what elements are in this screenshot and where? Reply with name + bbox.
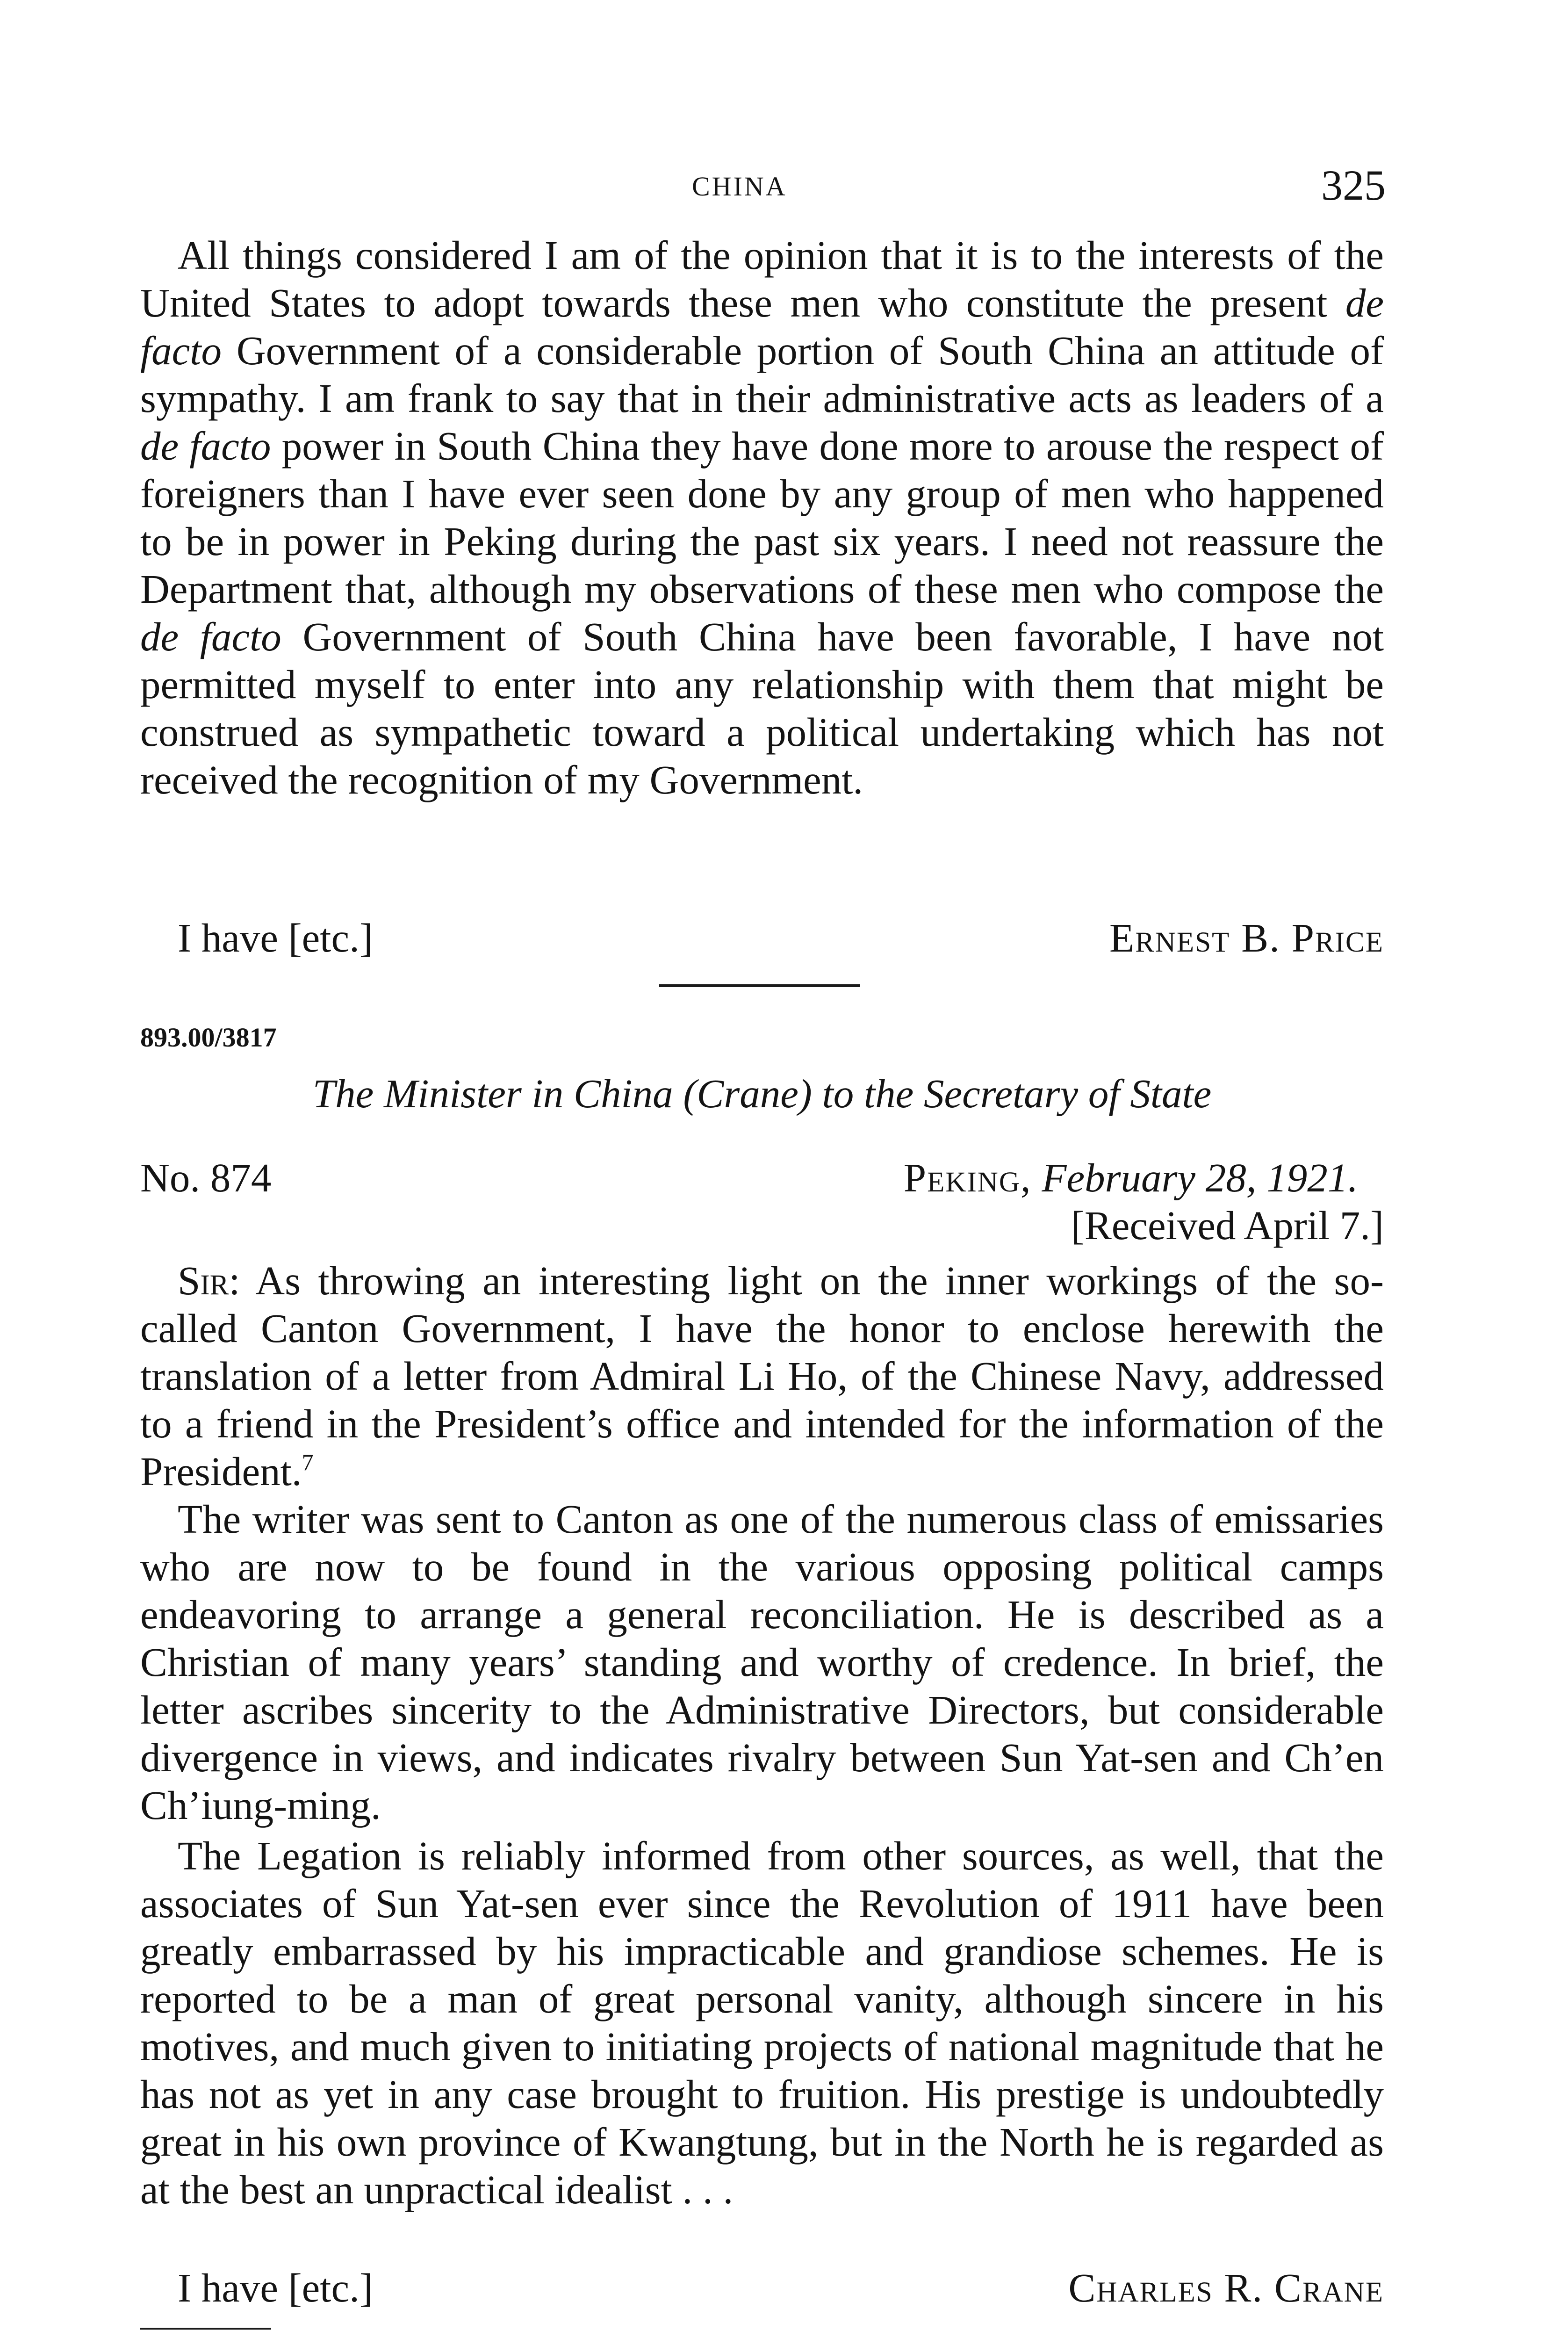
letter-one-text-3: power in South China they have done more to arouse the respect of foreigners than I have ever seen done by any group of men who happened to be in power in Peking during the past six years. I need not reassure the Department that, although my observations of these men who compose the xyxy=(140,423,1384,612)
letter-one-italic-1: de facto xyxy=(140,280,1384,373)
dateline xyxy=(904,1154,1358,1201)
file-number: 893.00/3817 xyxy=(140,1022,277,1053)
dispatch-closing-row xyxy=(140,2264,1384,2316)
received-date: [Received April 7.] xyxy=(1071,1203,1384,1248)
footnote-rule xyxy=(140,2328,271,2330)
letter-one-text-2: Government of a considerable portion of South China an attitude of sympathy. I am frank to say that in their administrative acts as leaders of a xyxy=(140,328,1384,421)
letter-one-closing: I have [etc.] xyxy=(178,915,373,960)
dateline-date: February 28, 1921. xyxy=(1042,1155,1358,1200)
dispatch-paragraph-3: The Legation is reliably informed from other sources, as well, that the associates of Sun Yat-sen ever since the Revolution of 1911 have been greatly embarrassed by his impracticable and grandiose schemes. He is reported to be a man of great personal vanity, although sincere in his motives, and much given to initiating projects of national magnitude that he has not as yet in any case brought to fruition. His prestige is undoubtedly great in his own province of Kwangtung, but in the North he is regarded as at the best an unpractical idealist . . . xyxy=(140,1833,1384,2212)
page-number: 325 xyxy=(1321,161,1386,209)
dateline-place: Peking, xyxy=(903,1155,1032,1200)
letter-one-italic-2: de facto xyxy=(140,423,271,469)
letter-one-text-1: All things considered I am of the opinion that it is to the interests of the United States to adopt towards these men who constitute the present xyxy=(140,232,1384,325)
dispatch-paragraph-1-text: As throwing an interesting light on the inner workings of the so-called Canton Government, I have the honor to enclose herewith the translation of a letter from Admiral Li Ho, of the Chinese Navy, addressed to a friend in the President’s office and intended for the information of the President. xyxy=(140,1258,1384,1494)
letter-one-text-4: Government of South China have been favorable, I have not permitted myself to enter into any relationship with them that might be construed as sympathetic toward a political undertaking which has not received the recognition of my Government. xyxy=(140,614,1384,802)
section-divider-rule xyxy=(659,984,860,987)
letter-one-paragraph xyxy=(140,231,1384,804)
footnote-reference: 7 xyxy=(302,1449,314,1475)
dispatch-header xyxy=(140,1154,1384,1248)
document-heading: The Minister in China (Crane) to the Secretary of State xyxy=(312,1071,1212,1116)
dispatch-number: No. 874 xyxy=(140,1155,272,1200)
dispatch-closing: I have [etc.] xyxy=(178,2265,373,2310)
running-head xyxy=(0,161,1568,213)
salutation: Sir: xyxy=(178,1258,240,1303)
letter-one-closing-row xyxy=(140,914,1384,966)
dispatch-signature: Charles R. Crane xyxy=(1068,2265,1384,2310)
letter-one-signature: Ernest B. Price xyxy=(1109,915,1384,960)
letter-one-italic-3: de facto xyxy=(140,614,281,659)
dispatch-paragraph-1 xyxy=(140,1257,1384,1495)
running-head-title: CHINA xyxy=(692,171,787,202)
dispatch-paragraph-2: The writer was sent to Canton as one of the numerous class of emissaries who are now to be found in the various opposing political camps endeavoring to arrange a general reconciliation. He is described as a Christian of many years’ standing and worthy of credence. In brief, the letter ascribes sincerity to the Administrative Directors, but considerable divergence in views, and indicates rivalry between Sun Yat-sen and Ch’en Ch’iung-ming. xyxy=(140,1496,1384,1828)
